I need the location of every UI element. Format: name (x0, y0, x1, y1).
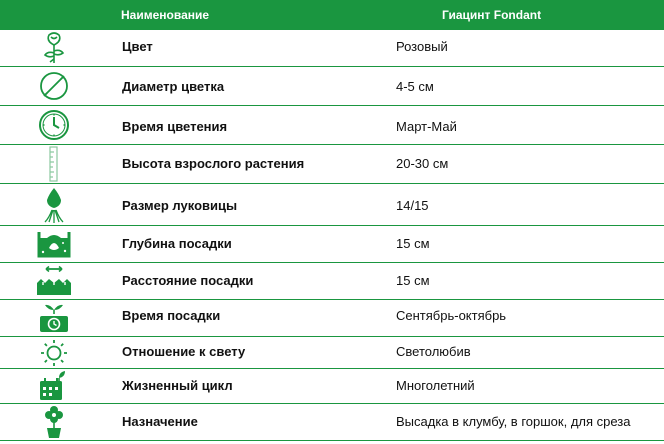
planting-time-icon (28, 300, 80, 336)
table-row (0, 300, 664, 337)
row-value: Светолюбив (396, 344, 471, 359)
row-name: Назначение (122, 414, 198, 429)
row-name: Размер луковицы (122, 198, 238, 213)
row-name: Цвет (122, 39, 153, 54)
table-row (0, 184, 664, 226)
planting-depth-icon (28, 226, 80, 262)
row-name: Время посадки (122, 308, 221, 323)
diameter-icon (28, 67, 80, 105)
row-value: 14/15 (396, 198, 429, 213)
row-value: Март-Май (396, 119, 457, 134)
row-name: Расстояние посадки (122, 273, 254, 288)
row-name: Высота взрослого растения (122, 156, 305, 171)
table-row (0, 226, 664, 263)
row-name: Время цветения (122, 119, 228, 134)
header-name-label: Наименование (121, 8, 210, 22)
ruler-icon (28, 145, 80, 183)
table-row (0, 106, 664, 145)
table-row (0, 30, 664, 67)
row-name: Диаметр цветка (122, 79, 225, 94)
row-name: Жизненный цикл (122, 378, 233, 393)
sun-icon (28, 337, 80, 368)
row-name: Отношение к свету (122, 344, 246, 359)
row-value: Розовый (396, 39, 448, 54)
planting-distance-icon (28, 263, 80, 299)
life-cycle-icon (28, 369, 80, 403)
clock-icon (28, 106, 80, 144)
table-header (0, 0, 664, 30)
table-row (0, 369, 664, 404)
row-value: 20-30 см (396, 156, 449, 171)
header-value-label: Гиацинт Fondant (442, 8, 542, 22)
row-value: 4-5 см (396, 79, 434, 94)
rose-icon (28, 30, 80, 66)
row-value: 15 см (396, 273, 430, 288)
flower-pot-icon (28, 404, 80, 440)
table-row (0, 404, 664, 441)
row-value: Высадка в клумбу, в горшок, для среза (396, 414, 631, 429)
row-name: Глубина посадки (122, 236, 232, 251)
table-row (0, 145, 664, 184)
row-value: Сентябрь-октябрь (396, 308, 507, 323)
row-value: 15 см (396, 236, 430, 251)
table-row (0, 337, 664, 369)
table-row (0, 67, 664, 106)
bulb-icon (28, 184, 80, 225)
row-value: Многолетний (396, 378, 475, 393)
table-row (0, 263, 664, 300)
